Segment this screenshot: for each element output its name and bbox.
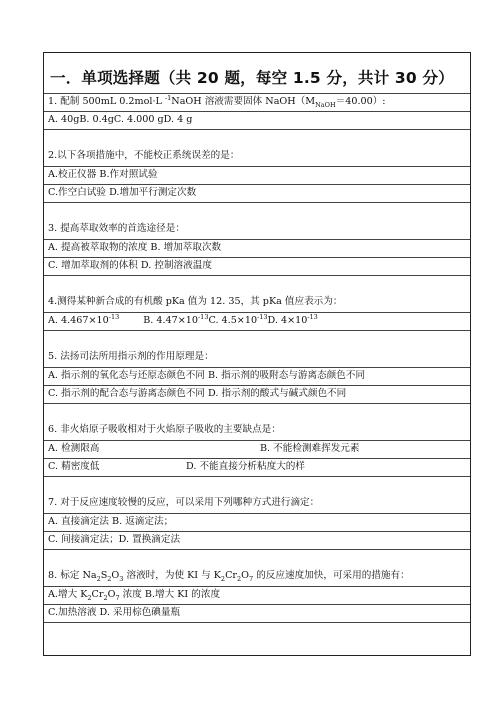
question-sheet (43, 52, 471, 656)
q5-stem: 5. 法扬司法所用指示剂的作用原理是： (48, 351, 214, 362)
divider (44, 129, 470, 130)
q5-option-cd: C. 指示剂的配合态与游离态颜色不同 D. 指示剂的酸式与碱式颜色不同 (48, 388, 347, 399)
q5-option-ab: A. 指示剂的氧化态与还原态颜色不同 B. 指示剂的吸附态与游离态颜色不同 (48, 370, 366, 381)
divider (44, 549, 470, 550)
q2-option-ab: A.校正仪器 B.作对照试验 (48, 169, 158, 180)
q8-option-ab: A.增大 $K_2Cr_2O_7$ 浓度 B.增大 KI 的浓度 (48, 589, 221, 602)
q1-stem: 1. 配制 500mL 0.2mol·L $^{-1}$NaOH 溶液需要固体 $NaOH(M_{NaOH}=40.00)$: (48, 93, 386, 109)
q7-stem: 7. 对于反应速度较慢的反应，可以采用下列哪种方式进行滴定： (48, 497, 320, 508)
divider (44, 275, 470, 276)
section-title: 一．单项选择题（共 20 题，每空 1.5 分，共计 30 分） (50, 69, 454, 87)
q4-options: A. $4.467\times 10^{-13}$ B. $4.47\times 10^{-13}C$. $4.5\times 10^{-13}D$. $4\times 10^{-13}$ (48, 312, 318, 326)
q3-stem: 3. 提高萃取效率的首选途径是： (48, 223, 185, 234)
divider (44, 586, 470, 587)
divider (44, 367, 470, 368)
divider (44, 184, 470, 185)
q7-option-ab: A. 直接滴定法 B. 返滴定法； (48, 516, 174, 527)
divider (44, 604, 470, 605)
q4-stem: 4.测得某种新合成的有机酸 pKa 值为 12. 35，其 pKa 值应表示为： (48, 296, 343, 307)
q3-option-ab: A. 提高被萃取物的浓度 B. 增加萃取次数 (48, 242, 222, 253)
divider (44, 476, 470, 477)
q8-stem: 8. 标定 $Na_2S_2O_3$ 溶液时，为使 KI 与 $K_2Cr_2O_7$ 的反应速度加快，可采用的措施有： (48, 570, 410, 583)
divider (44, 111, 470, 112)
divider (44, 93, 470, 94)
divider (44, 531, 470, 532)
q1-options: A. 40gB. 0.4gC. 4.000 gD. 4 g (48, 114, 193, 125)
q8-option-cd: C.加热溶液 D. 采用棕色碘量瓶 (48, 607, 181, 618)
divider (44, 330, 470, 331)
divider (44, 440, 470, 441)
divider (44, 385, 470, 386)
divider (44, 202, 470, 203)
q6-option-b: B. 不能检测难挥发元素 (260, 443, 360, 454)
divider (44, 622, 470, 623)
divider (44, 458, 470, 459)
divider (44, 166, 470, 167)
q3-option-cd: C. 增加萃取剂的体积 D. 控制溶液温度 (48, 260, 212, 271)
divider (44, 257, 470, 258)
divider (44, 513, 470, 514)
q6-option-a: A. 检测限高 (48, 443, 100, 454)
divider (44, 403, 470, 404)
q6-option-c: C. 精密度低 (48, 461, 100, 472)
q2-option-cd: C.作空白试验 D.增加平行测定次数 (48, 187, 197, 198)
q7-option-cd: C. 间接滴定法；D. 置换滴定法 (48, 534, 181, 545)
divider (44, 239, 470, 240)
q6-stem: 6. 非火焰原子吸收相对于火焰原子吸收的主要缺点是： (48, 424, 281, 435)
q6-option-d: D. 不能直接分析粘度大的样 (186, 461, 305, 472)
q2-stem: 2.以下各项措施中，不能校正系统误差的是： (48, 150, 240, 161)
